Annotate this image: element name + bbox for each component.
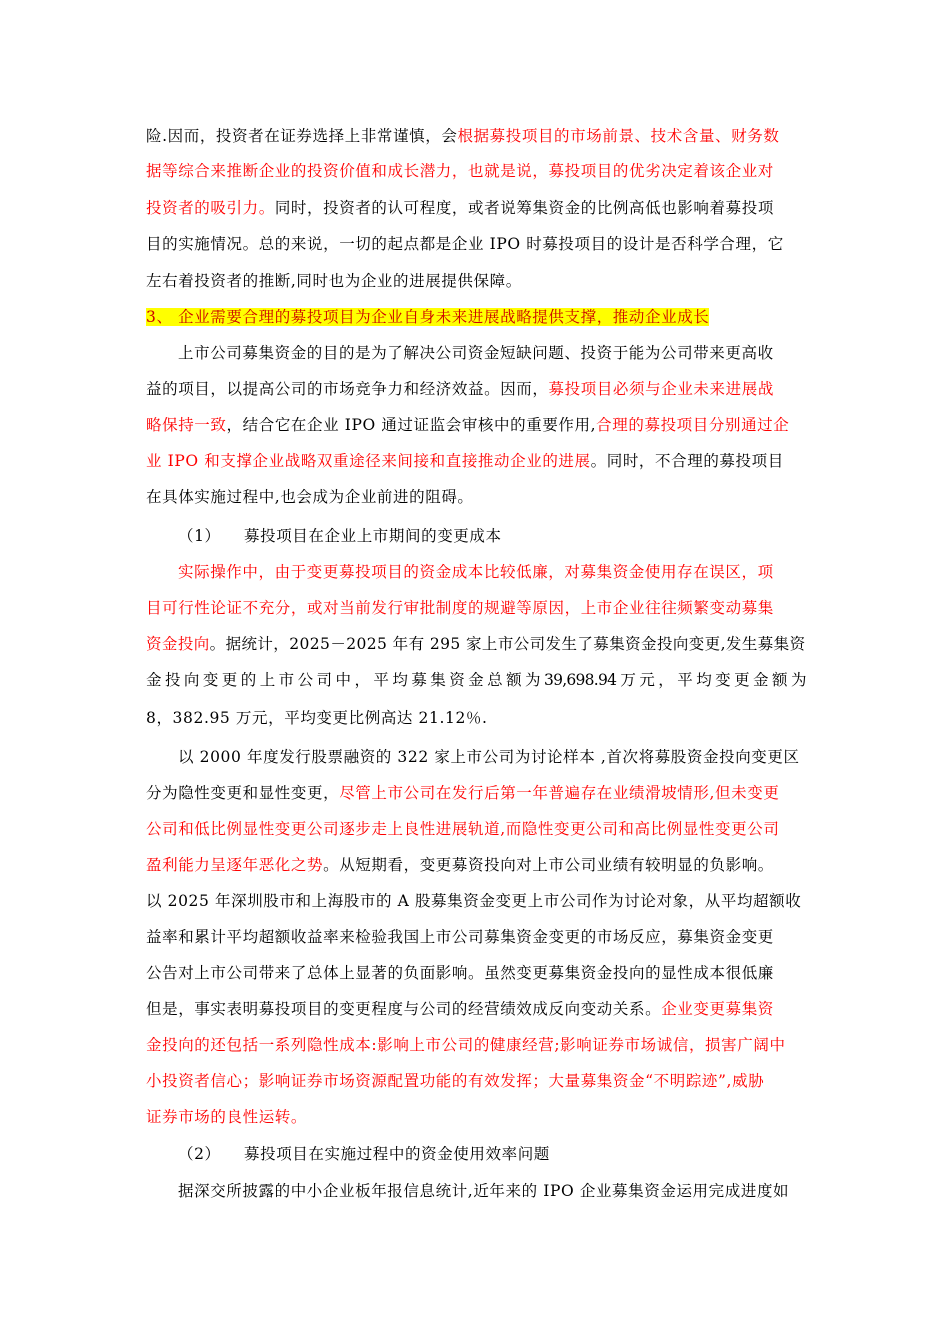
text-span: 但是，事实表明募投项目的变更程度与公司的经营绩效成反向变动关系。 xyxy=(146,1000,662,1018)
text-line xyxy=(146,818,806,840)
red-text: 合理的募投项目分别通过企 xyxy=(596,416,790,434)
text-span: 目的实施情况。总的来说，一切的起点都是企业 IPO 时募投项目的设计是否科学合理，它 xyxy=(146,235,784,253)
text-span: 益率和累计平均超额收益率来检验我国上市公司募集资金变更的市场反应，募集资金变更 xyxy=(146,928,774,946)
red-text: 实际操作中，由于变更募投项目的资金成本比较低廉，对募集资金使用存在误区，项 xyxy=(178,563,774,581)
text-line xyxy=(178,561,806,583)
text-span: 左右着投资者的推断,同时也为企业的进展提供保障。 xyxy=(146,272,522,290)
red-text: 根据募投项目的市场前景、技术含量、财务数 xyxy=(457,127,780,145)
red-text: 盈利能力呈逐年恶化之势 xyxy=(146,856,324,874)
text-span: 同时，投资者的认可程度，或者说筹集资金的比例高低也影响着募投项 xyxy=(274,199,774,217)
text-line xyxy=(146,450,806,472)
text-span: 在具体实施过程中,也会成为企业前进的阻碍。 xyxy=(146,488,474,506)
red-text: 小投资者信心；影响证券市场资源配置功能的有效发挥；大量募集资金“不明踪迹”,威胁 xyxy=(146,1072,765,1090)
red-text: 略保持一致 xyxy=(146,416,227,434)
text-span: 8，382.95 万元，平均变更比例高达 21.12％. xyxy=(146,709,488,727)
text-line xyxy=(146,782,806,804)
text-span: 。从短期看，变更募资投向对上市公司业绩有较明显的负影响。 xyxy=(323,856,774,874)
text-line xyxy=(178,342,806,364)
red-text: 企业变更募集资 xyxy=(661,1000,774,1018)
text-line xyxy=(146,890,806,912)
red-text: 目可行性论证不充分，或对当前发行审批制度的规避等原因，上市企业往往频繁变动募集 xyxy=(146,599,774,617)
text-line xyxy=(178,1180,806,1202)
text-span: 。同时，不合理的募投项目 xyxy=(590,452,784,470)
text-line xyxy=(146,197,806,219)
red-text: 公司和低比例显性变更公司逐步走上良性进展轨道,而隐性变更公司和高比例显性变更公司 xyxy=(146,820,780,838)
subheading-number: （1） xyxy=(178,527,221,545)
text-line xyxy=(146,597,806,619)
red-text: 证券市场的良性运转。 xyxy=(146,1108,308,1126)
text-line xyxy=(146,414,806,436)
text-span: 公告对上市公司带来了总体上显著的负面影响。虽然变更募集资金投向的显性成本很低廉 xyxy=(146,964,774,982)
text-line xyxy=(146,926,806,948)
text-line xyxy=(146,378,806,400)
text-line xyxy=(146,1106,806,1128)
text-span: 益的项目，以提高公司的市场竞争力和经济效益。因而， xyxy=(146,380,549,398)
text-span: 上市公司募集资金的目的是为了解决公司资金短缺问题、投资于能为公司带来更高收 xyxy=(178,344,774,362)
text-span: 以 2025 年深圳股市和上海股市的 A 股募集资金变更上市公司作为讨论对象，从平均超额收 xyxy=(146,892,802,910)
text-span: 金 投 向 变 更 的 上 市 公 司 中 ， 平 均 募 集 资 金 总 额 为 39,698.94 万 元 ， 平 均 变 更 金 额 为 xyxy=(146,671,806,689)
red-text: 募投项目必须与企业未来进展战 xyxy=(548,380,774,398)
text-line xyxy=(178,746,806,768)
red-text: 业 IPO 和支撑企业战略双重途径来间接和直接推动企业的进展 xyxy=(146,452,591,470)
text-span: ，结合它在企业 IPO 通过证监会审核中的重要作用, xyxy=(226,416,597,434)
text-line xyxy=(146,707,806,729)
text-line xyxy=(146,160,806,182)
text-line xyxy=(146,125,806,147)
subheading-number: （2） xyxy=(178,1145,221,1163)
red-text: 据等综合来推断企业的投资价值和成长潜力，也就是说，募投项目的优劣决定着该企业对 xyxy=(146,162,774,180)
red-text: 金投向的还包括一系列隐性成本:影响上市公司的健康经营;影响证券市场诚信，损害广阔中 xyxy=(146,1036,786,1054)
subheading-title: 募投项目在实施过程中的资金使用效率问题 xyxy=(244,1145,550,1163)
highlighted-text: 3、 企业需要合理的募投项目为企业自身未来进展战略提供支撑，推动企业成长 xyxy=(146,308,710,326)
text-line xyxy=(146,270,806,292)
text-line xyxy=(146,1070,806,1092)
red-text: 尽管上市公司在发行后第一年普遍存在业绩滑坡情形,但未变更 xyxy=(339,784,780,802)
text-line xyxy=(146,233,806,255)
text-line xyxy=(146,669,806,691)
text-line xyxy=(146,1034,806,1056)
text-span: 险.因而，投资者在证券选择上非常谨慎，会 xyxy=(146,127,458,145)
red-text: 资金投向 xyxy=(146,635,210,653)
text-line xyxy=(146,633,806,655)
text-line xyxy=(146,962,806,984)
text-span: 。据统计，2025－2025 年有 295 家上市公司发生了募集资金投向变更,发生募集资 xyxy=(209,635,806,653)
section-heading xyxy=(146,306,806,328)
text-span: 以 2000 年度发行股票融资的 322 家上市公司为讨论样本 ,首次将募股资金投向变更区 xyxy=(178,748,800,766)
text-span: 据深交所披露的中小企业板年报信息统计,近年来的 IPO 企业募集资金运用完成进度如 xyxy=(178,1182,790,1200)
text-line xyxy=(146,998,806,1020)
text-line xyxy=(146,854,806,876)
red-text: 投资者的吸引力。 xyxy=(146,199,275,217)
text-line xyxy=(146,486,806,508)
subheading-title: 募投项目在企业上市期间的变更成本 xyxy=(244,527,502,545)
text-span: 分为隐性变更和显性变更， xyxy=(146,784,340,802)
